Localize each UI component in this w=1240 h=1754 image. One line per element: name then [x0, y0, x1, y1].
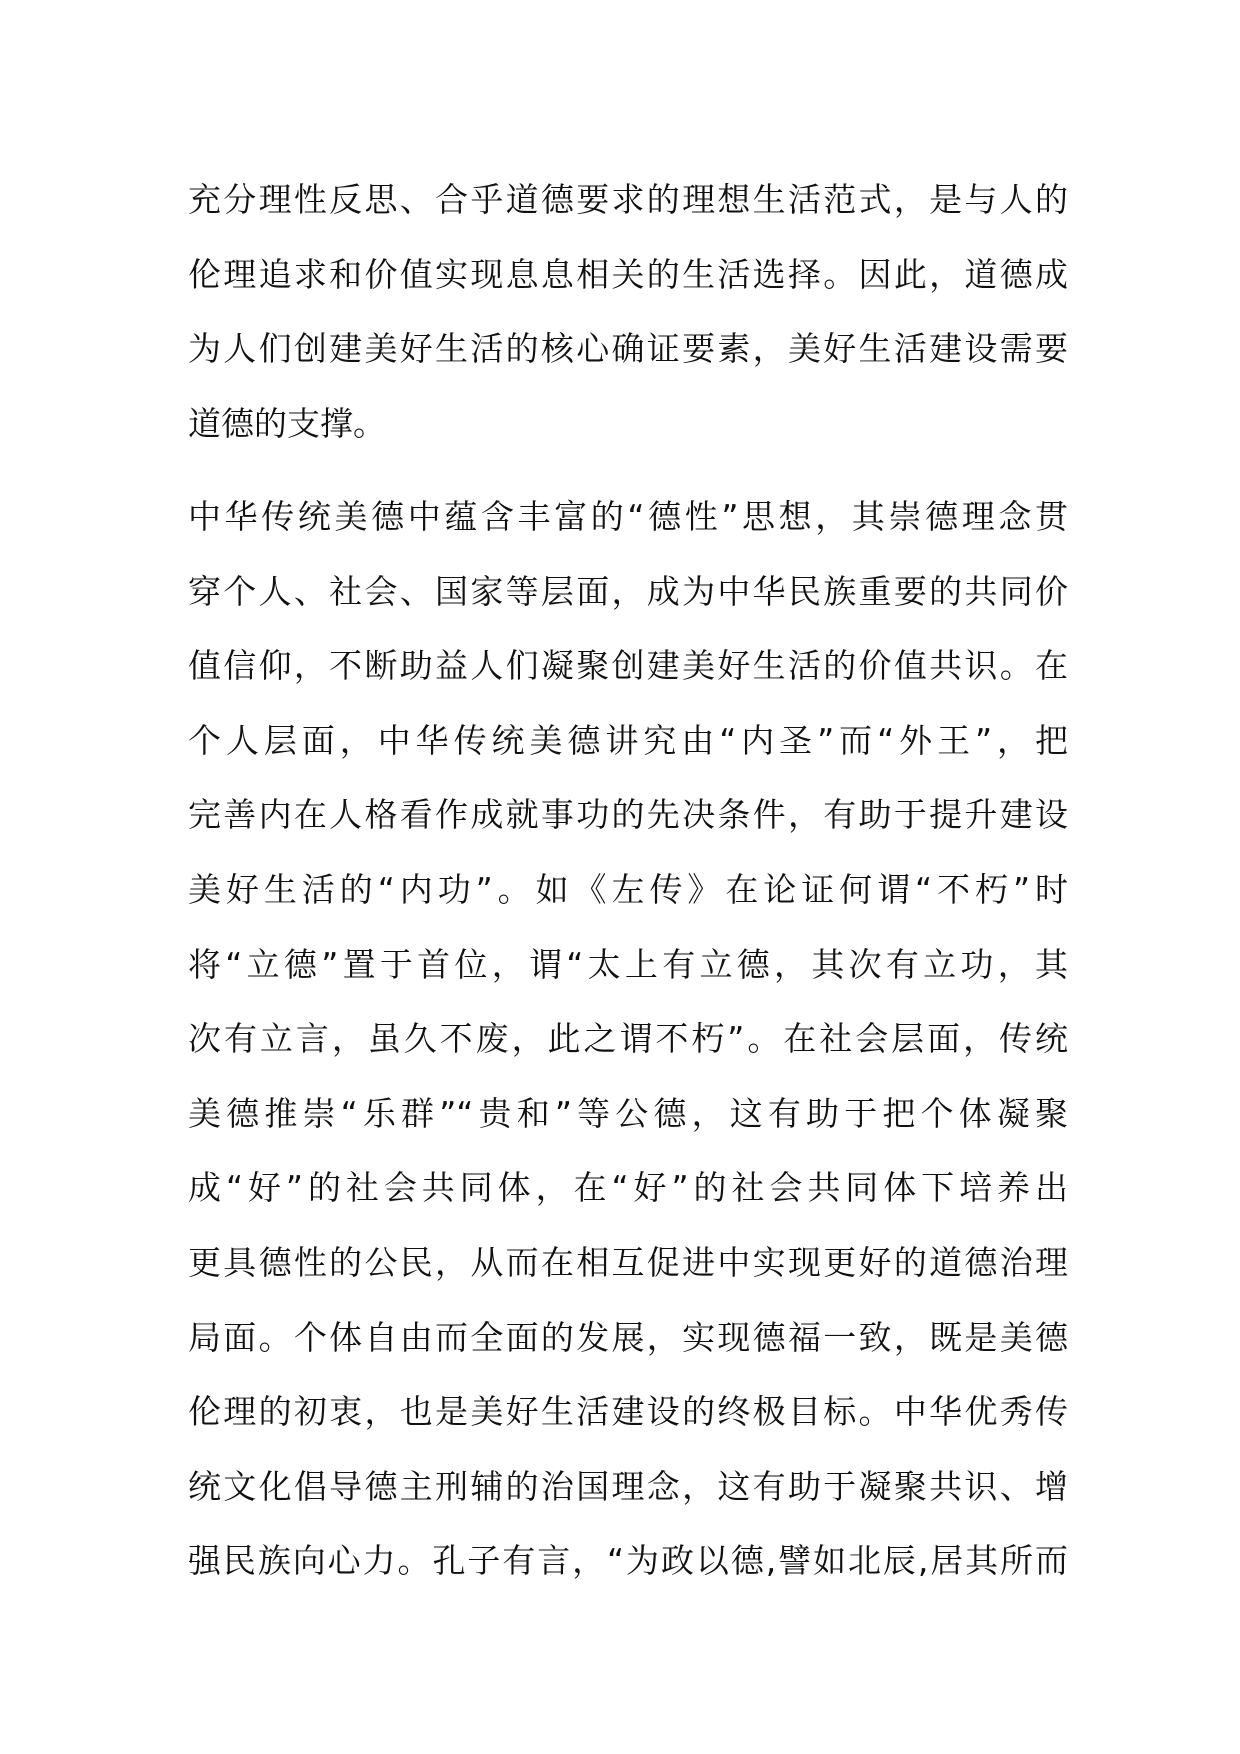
- paragraph-line: 值信仰，不断助益人们凝聚创建美好生活的价值共识。在: [188, 646, 1068, 686]
- paragraph-line: 美德推崇“乐群”“贵和”等公德，这有助于把个体凝聚: [188, 1093, 1068, 1133]
- paragraph-line: 次有立言，虽久不废，此之谓不朽”。在社会层面，传统: [188, 1019, 1068, 1059]
- paragraph-line: 道德的支撑。: [188, 403, 386, 443]
- paragraph-line: 完善内在人格看作成就事功的先决条件，有助于提升建设: [188, 795, 1068, 835]
- paragraph-line: 充分理性反思、合乎道德要求的理想生活范式，是与人的: [188, 180, 1068, 219]
- paragraph-1: [188, 163, 1068, 461]
- paragraph-line: 强民族向心力。孔子有言，“为政以德,譬如北辰,居其所而: [188, 1541, 1068, 1581]
- paragraph-line: 穿个人、社会、国家等层面，成为中华民族重要的共同价: [188, 571, 1068, 611]
- paragraph-line: 伦理追求和价值实现息息相关的生活选择。因此，道德成: [188, 254, 1068, 294]
- paragraph-line: 为人们创建美好生活的核心确证要素，美好生活建设需要: [188, 329, 1068, 369]
- paragraph-line: 美好生活的“内功”。如《左传》在论证何谓“不朽”时: [188, 869, 1068, 909]
- paragraph-line: 成“好”的社会共同体，在“好”的社会共同体下培养出: [188, 1168, 1068, 1208]
- paragraph-line: 更具德性的公民，从而在相互促进中实现更好的道德治理: [188, 1242, 1068, 1282]
- paragraph-2: [188, 480, 1068, 1599]
- paragraph-line: 统文化倡导德主刑辅的治国理念，这有助于凝聚共识、增: [188, 1466, 1068, 1506]
- paragraph-line: 个人层面，中华传统美德讲究由“内圣”而“外王”，把: [188, 720, 1068, 760]
- paragraph-line: 局面。个体自由而全面的发展，实现德福一致，既是美德: [188, 1317, 1068, 1357]
- paragraph-line: 中华传统美德中蕴含丰富的“德性”思想，其崇德理念贯: [188, 497, 1068, 536]
- paragraph-line: 将“立德”置于首位，谓“太上有立德，其次有立功，其: [188, 944, 1068, 984]
- paragraph-line: 伦理的初衷，也是美好生活建设的终极目标。中华优秀传: [188, 1392, 1068, 1432]
